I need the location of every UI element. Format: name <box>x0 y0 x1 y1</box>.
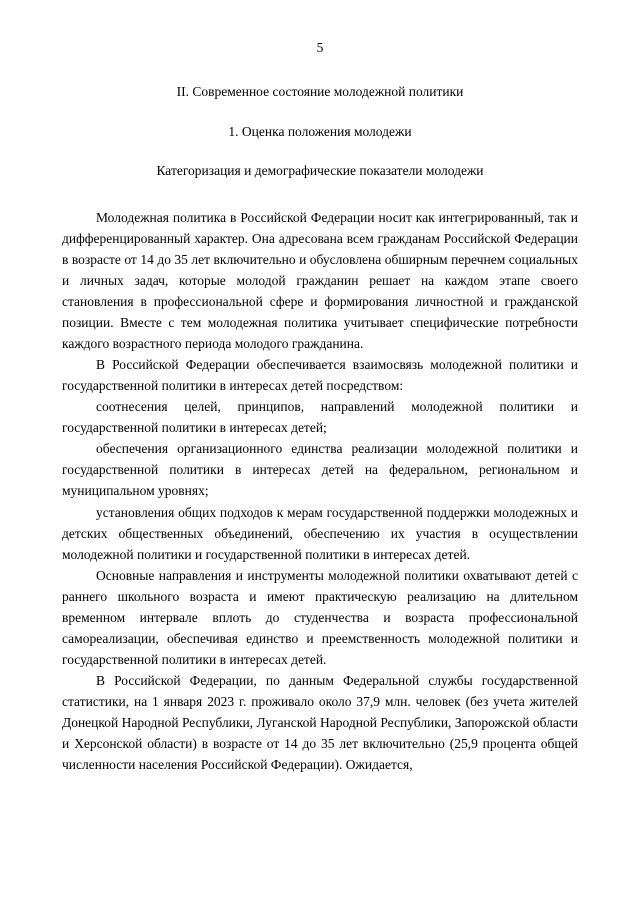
paragraph: В Российской Федерации обеспечивается взаимосвязь молодежной политики и государственной политики в интересах детей посредством: <box>62 357 578 394</box>
paragraph: Молодежная политика в Российской Федерации носит как интегрированный, так и дифференцированный характер. Она адресована всем гражданам Российской Федерации в возрасте от 14 до 35 лет включительно и обусловлена обширным перечнем социальных и личных задач, которые молодой гражданин решает на каждом этапе своего становления в профессиональной сфере и формирования личностной и гражданской позиции. Вместе с тем молодежная политика учитывает специфические потребности каждого возрастного периода молодого гражданина. <box>62 209 578 352</box>
page-number: 5 <box>316 40 324 55</box>
paragraph: установления общих подходов к мерам государственной поддержки молодежных и детских общественных объединений, обеспечению их участия в осуществлении молодежной политики и государственной политики в интересах детей. <box>62 504 578 562</box>
section-heading-1: II. Современное состояние молодежной политики <box>176 84 464 100</box>
paragraph: обеспечения организационного единства реализации молодежной политики и государственной политики в интересах детей на федеральном, региональном и муниципальном уровнях; <box>62 441 578 499</box>
paragraph: В Российской Федерации, по данным Федеральной службы государственной статистики, на 1 января 2023 г. проживало около 37,9 млн. человек (без учета жителей Донецкой Народной Республики, Луганской Народной Республики, Запорожской области и Херсонской области) в возрасте от 14 до 35 лет включительно (25,9 процента общей численности населения Российской Федерации). Ожидается, <box>62 672 578 773</box>
section-heading-2: 1. Оценка положения молодежи <box>228 123 412 139</box>
paragraph: Основные направления и инструменты молодежной политики охватывают детей с раннего школьного возраста и имеют практическую реализацию на длительном временном интервале вплоть до студенчества и возраста профессиональной самореализации, обеспечивая единство и преемственность молодежной политики и государственной политики в интересах детей. <box>62 567 578 667</box>
paragraph: соотнесения целей, принципов, направлений молодежной политики и государственной политики в интересах детей; <box>62 399 578 436</box>
body-text <box>62 207 578 775</box>
section-heading-3: Категоризация и демографические показатели молодежи <box>156 163 484 179</box>
